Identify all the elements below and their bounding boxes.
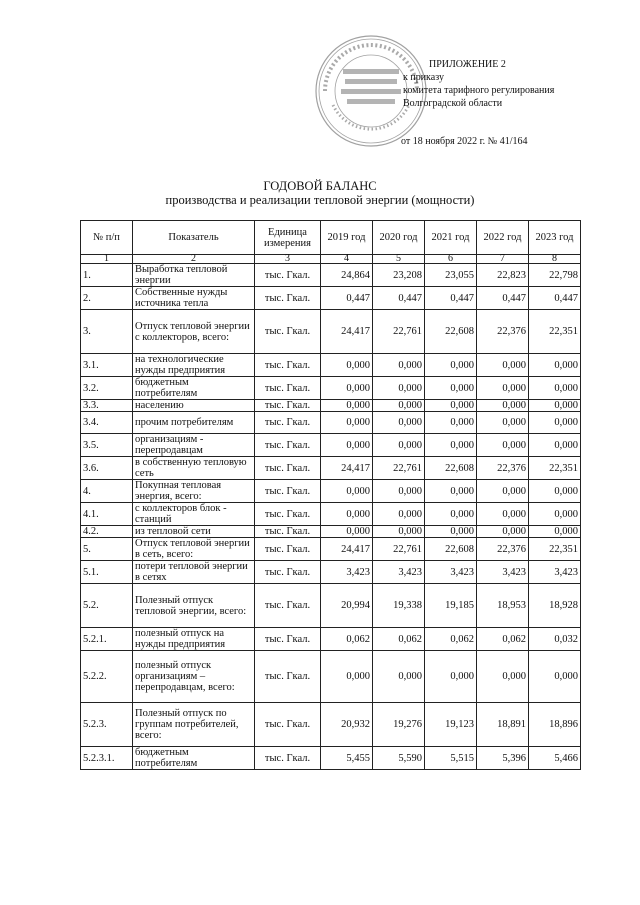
row-value: 23,055 — [425, 264, 477, 287]
row-value: 0,000 — [373, 354, 425, 377]
row-value: 24,417 — [321, 457, 373, 480]
table-row — [81, 287, 581, 310]
row-value: 0,000 — [477, 377, 529, 400]
row-value: 5,396 — [477, 747, 529, 770]
row-value: 22,376 — [477, 310, 529, 354]
table-row — [81, 264, 581, 287]
row-value: 22,761 — [373, 538, 425, 561]
row-value: 22,351 — [529, 457, 581, 480]
row-value: 0,000 — [321, 480, 373, 503]
table-row — [81, 457, 581, 480]
row-number: 5.2. — [81, 584, 133, 628]
row-unit: тыс. Гкал. — [255, 561, 321, 584]
row-number: 5.2.2. — [81, 651, 133, 703]
table-row — [81, 538, 581, 561]
row-indicator: полезный отпуск на нужды предприятия — [133, 628, 255, 651]
row-indicator: Полезный отпуск тепловой энергии, всего: — [133, 584, 255, 628]
row-unit: тыс. Гкал. — [255, 651, 321, 703]
table-row — [81, 584, 581, 628]
row-number: 4.1. — [81, 503, 133, 526]
row-value: 0,000 — [477, 412, 529, 434]
row-value: 0,000 — [425, 480, 477, 503]
row-value: 0,000 — [321, 412, 373, 434]
row-unit: тыс. Гкал. — [255, 703, 321, 747]
row-value: 22,376 — [477, 457, 529, 480]
row-value: 22,798 — [529, 264, 581, 287]
column-header: 2023 год — [529, 221, 581, 255]
row-indicator: из тепловой сети — [133, 526, 255, 538]
row-unit: тыс. Гкал. — [255, 480, 321, 503]
table-row — [81, 400, 581, 412]
table-row — [81, 526, 581, 538]
row-indicator: в собственную тепловую сеть — [133, 457, 255, 480]
row-value: 0,000 — [425, 354, 477, 377]
order-reference: к приказу — [403, 72, 444, 83]
row-indicator: организациям - перепродавцам — [133, 434, 255, 457]
row-value: 5,455 — [321, 747, 373, 770]
table-row — [81, 354, 581, 377]
row-value: 22,608 — [425, 538, 477, 561]
table-row — [81, 480, 581, 503]
row-indicator: Отпуск тепловой энергии в сеть, всего: — [133, 538, 255, 561]
approval-header — [401, 58, 631, 110]
row-number: 5.2.3.1. — [81, 747, 133, 770]
row-value: 3,423 — [373, 561, 425, 584]
row-indicator: полезный отпуск организациям – перепродавцам, всего: — [133, 651, 255, 703]
row-number: 3.3. — [81, 400, 133, 412]
column-number: 2 — [133, 255, 255, 264]
table-row — [81, 412, 581, 434]
row-value: 0,000 — [425, 651, 477, 703]
column-header: Показатель — [133, 221, 255, 255]
row-value: 0,000 — [425, 400, 477, 412]
row-value: 0,062 — [373, 628, 425, 651]
row-indicator: Полезный отпуск по группам потребителей, всего: — [133, 703, 255, 747]
row-value: 0,000 — [529, 400, 581, 412]
row-value: 0,000 — [529, 354, 581, 377]
row-unit: тыс. Гкал. — [255, 412, 321, 434]
table-row — [81, 651, 581, 703]
table-row — [81, 377, 581, 400]
row-value: 0,000 — [425, 503, 477, 526]
column-header: 2022 год — [477, 221, 529, 255]
column-header: № п/п — [81, 221, 133, 255]
row-value: 22,608 — [425, 310, 477, 354]
column-header: 2021 год — [425, 221, 477, 255]
row-value: 19,276 — [373, 703, 425, 747]
row-indicator: бюджетным потребителям — [133, 747, 255, 770]
row-indicator: прочим потребителям — [133, 412, 255, 434]
row-value: 0,000 — [477, 526, 529, 538]
row-unit: тыс. Гкал. — [255, 434, 321, 457]
column-header: Единица измерения — [255, 221, 321, 255]
row-unit: тыс. Гкал. — [255, 287, 321, 310]
row-value: 3,423 — [321, 561, 373, 584]
row-number: 3.2. — [81, 377, 133, 400]
row-number: 1. — [81, 264, 133, 287]
appendix-title: ПРИЛОЖЕНИЕ 2 — [429, 59, 506, 70]
row-indicator: населению — [133, 400, 255, 412]
row-number: 3.1. — [81, 354, 133, 377]
table-row — [81, 747, 581, 770]
row-unit: тыс. Гкал. — [255, 503, 321, 526]
row-number: 5.1. — [81, 561, 133, 584]
row-value: 0,000 — [477, 434, 529, 457]
row-value: 0,447 — [373, 287, 425, 310]
row-value: 24,864 — [321, 264, 373, 287]
row-value: 0,447 — [425, 287, 477, 310]
row-value: 0,000 — [321, 354, 373, 377]
row-value: 5,590 — [373, 747, 425, 770]
row-value: 0,000 — [425, 434, 477, 457]
row-value: 0,000 — [321, 434, 373, 457]
column-number: 7 — [477, 255, 529, 264]
row-number: 5.2.3. — [81, 703, 133, 747]
row-value: 18,928 — [529, 584, 581, 628]
row-value: 0,032 — [529, 628, 581, 651]
row-value: 18,953 — [477, 584, 529, 628]
row-unit: тыс. Гкал. — [255, 310, 321, 354]
table-row — [81, 503, 581, 526]
row-value: 0,000 — [477, 480, 529, 503]
row-value: 0,000 — [529, 434, 581, 457]
row-value: 0,000 — [373, 434, 425, 457]
row-value: 0,000 — [373, 526, 425, 538]
row-value: 24,417 — [321, 538, 373, 561]
column-header: 2019 год — [321, 221, 373, 255]
balance-table — [80, 220, 581, 770]
column-number: 6 — [425, 255, 477, 264]
row-value: 18,896 — [529, 703, 581, 747]
column-number: 8 — [529, 255, 581, 264]
row-value: 5,466 — [529, 747, 581, 770]
row-value: 0,000 — [373, 377, 425, 400]
row-value: 0,447 — [529, 287, 581, 310]
column-number-row — [81, 255, 581, 264]
row-value: 0,000 — [321, 377, 373, 400]
column-number: 4 — [321, 255, 373, 264]
row-value: 24,417 — [321, 310, 373, 354]
row-value: 22,376 — [477, 538, 529, 561]
row-value: 3,423 — [477, 561, 529, 584]
table-row — [81, 561, 581, 584]
row-value: 0,447 — [321, 287, 373, 310]
row-value: 22,608 — [425, 457, 477, 480]
row-value: 0,447 — [477, 287, 529, 310]
column-number: 5 — [373, 255, 425, 264]
row-value: 0,000 — [373, 503, 425, 526]
document-subtitle: производства и реализации тепловой энергии (мощности) — [165, 193, 475, 207]
row-unit: тыс. Гкал. — [255, 526, 321, 538]
row-value: 0,000 — [529, 377, 581, 400]
row-unit: тыс. Гкал. — [255, 457, 321, 480]
row-value: 23,208 — [373, 264, 425, 287]
row-value: 0,000 — [321, 526, 373, 538]
row-value: 0,000 — [373, 400, 425, 412]
row-unit: тыс. Гкал. — [255, 747, 321, 770]
order-date-number: от 18 ноября 2022 г. № 41/164 — [401, 136, 528, 147]
row-number: 3.5. — [81, 434, 133, 457]
row-value: 0,000 — [529, 412, 581, 434]
row-number: 3.4. — [81, 412, 133, 434]
row-indicator: на технологические нужды предприятия — [133, 354, 255, 377]
row-indicator: с коллекторов блок - станций — [133, 503, 255, 526]
row-value: 0,000 — [425, 377, 477, 400]
row-indicator: Собственные нужды источника тепла — [133, 287, 255, 310]
region-name: Волгоградской области — [403, 98, 503, 109]
document-title: ГОДОВОЙ БАЛАНС — [263, 179, 377, 193]
row-value: 0,000 — [477, 651, 529, 703]
row-value: 0,000 — [373, 651, 425, 703]
row-value: 0,000 — [529, 526, 581, 538]
row-number: 3.6. — [81, 457, 133, 480]
table-row — [81, 434, 581, 457]
row-indicator: Отпуск тепловой энергии с коллекторов, всего: — [133, 310, 255, 354]
row-value: 19,185 — [425, 584, 477, 628]
row-value: 20,932 — [321, 703, 373, 747]
row-value: 18,891 — [477, 703, 529, 747]
row-unit: тыс. Гкал. — [255, 538, 321, 561]
row-value: 0,062 — [425, 628, 477, 651]
row-number: 4. — [81, 480, 133, 503]
row-value: 0,062 — [321, 628, 373, 651]
row-value: 0,000 — [321, 651, 373, 703]
row-unit: тыс. Гкал. — [255, 584, 321, 628]
row-value: 0,000 — [477, 354, 529, 377]
row-value: 0,000 — [477, 400, 529, 412]
row-value: 19,338 — [373, 584, 425, 628]
row-number: 5. — [81, 538, 133, 561]
column-header: 2020 год — [373, 221, 425, 255]
row-value: 0,000 — [425, 526, 477, 538]
row-unit: тыс. Гкал. — [255, 400, 321, 412]
row-indicator: потери тепловой энергии в сетях — [133, 561, 255, 584]
row-unit: тыс. Гкал. — [255, 628, 321, 651]
row-number: 5.2.1. — [81, 628, 133, 651]
table-header-row — [81, 221, 581, 255]
row-value: 0,000 — [321, 503, 373, 526]
row-value: 0,000 — [373, 412, 425, 434]
row-value: 22,761 — [373, 457, 425, 480]
table-row — [81, 703, 581, 747]
column-number: 3 — [255, 255, 321, 264]
table-row — [81, 310, 581, 354]
row-value: 5,515 — [425, 747, 477, 770]
row-value: 20,994 — [321, 584, 373, 628]
row-value: 0,000 — [529, 480, 581, 503]
row-value: 0,000 — [529, 503, 581, 526]
table-row — [81, 628, 581, 651]
row-number: 2. — [81, 287, 133, 310]
row-indicator: Покупная тепловая энергия, всего: — [133, 480, 255, 503]
committee-name: комитета тарифного регулирования — [403, 85, 555, 96]
row-value: 22,761 — [373, 310, 425, 354]
row-value: 22,823 — [477, 264, 529, 287]
row-indicator: Выработка тепловой энергии — [133, 264, 255, 287]
row-value: 19,123 — [425, 703, 477, 747]
row-unit: тыс. Гкал. — [255, 264, 321, 287]
row-number: 4.2. — [81, 526, 133, 538]
row-indicator: бюджетным потребителям — [133, 377, 255, 400]
row-unit: тыс. Гкал. — [255, 377, 321, 400]
row-value: 22,351 — [529, 310, 581, 354]
row-value: 0,000 — [477, 503, 529, 526]
row-unit: тыс. Гкал. — [255, 354, 321, 377]
row-value: 0,000 — [425, 412, 477, 434]
row-value: 22,351 — [529, 538, 581, 561]
row-value: 3,423 — [529, 561, 581, 584]
row-value: 0,062 — [477, 628, 529, 651]
row-value: 0,000 — [321, 400, 373, 412]
row-value: 0,000 — [529, 651, 581, 703]
row-value: 0,000 — [373, 480, 425, 503]
row-number: 3. — [81, 310, 133, 354]
balance-table-body — [81, 221, 581, 770]
column-number: 1 — [81, 255, 133, 264]
row-value: 3,423 — [425, 561, 477, 584]
